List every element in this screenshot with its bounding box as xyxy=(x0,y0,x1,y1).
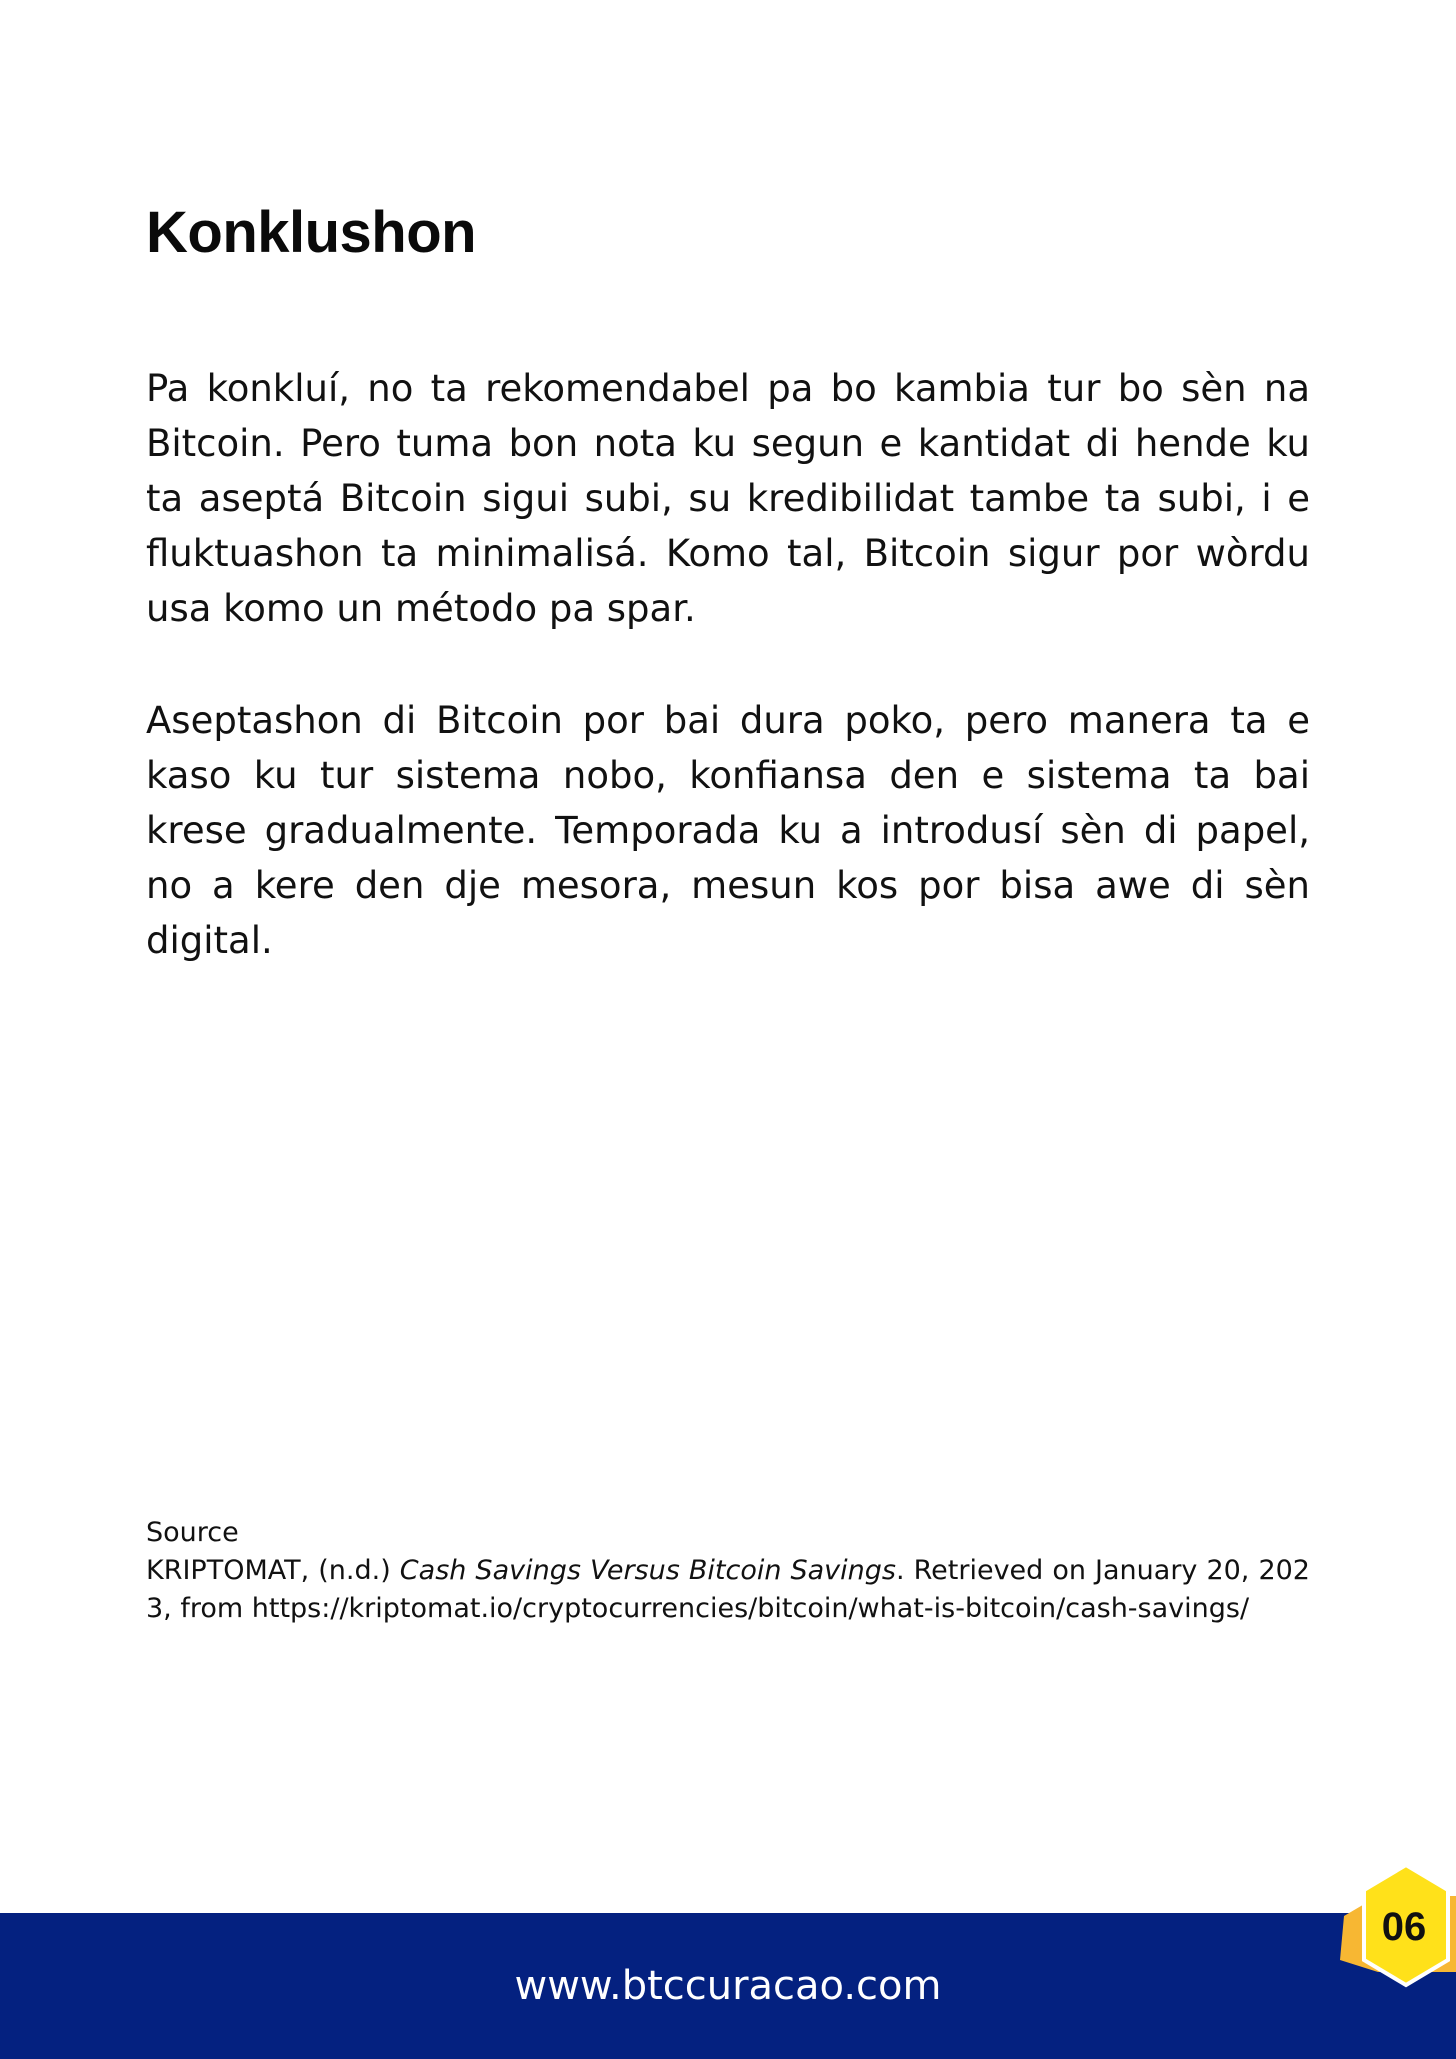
page-number: 06 xyxy=(1381,1905,1427,1949)
page-title: Konklushon xyxy=(146,200,477,265)
source-author: KRIPTOMAT, (n.d.) xyxy=(146,1555,400,1586)
footer-bar xyxy=(0,1913,1456,2059)
source-block xyxy=(146,1514,1310,1628)
source-work-title: Cash Savings Versus Bitcoin Savings xyxy=(399,1555,896,1586)
body-paragraph-2: Aseptashon di Bitcoin por bai dura poko, pero manera ta e kaso ku tur sistema nobo, konfiansa den e sistema ta bai krese gradualmente. Temporada ku a introdusí sèn di papel, no a kere den dje mesora, mesun kos por bisa awe di sèn digital. xyxy=(146,699,1310,962)
source-retrieved: . Retrieved on January 20, 2023, from https://kriptomat.io/cryptocurrencies/bitcoin/what-is-bitcoin/cash-savings/ xyxy=(146,1555,1310,1624)
body-paragraph-1: Pa konkluí, no ta rekomendabel pa bo kambia tur bo sèn na Bitcoin. Pero tuma bon nota ku segun e kantidat di hende ku ta aseptá Bitcoin sigui subi, su kredibilidat tambe ta subi, i e fluktuashon ta minimalisá. Komo tal, Bitcoin sigur por wòrdu usa komo un método pa spar. xyxy=(146,367,1310,630)
footer-url[interactable]: www.btccuracao.com xyxy=(514,1963,942,2009)
source-citation xyxy=(146,1552,1310,1628)
source-label: Source xyxy=(146,1517,239,1548)
